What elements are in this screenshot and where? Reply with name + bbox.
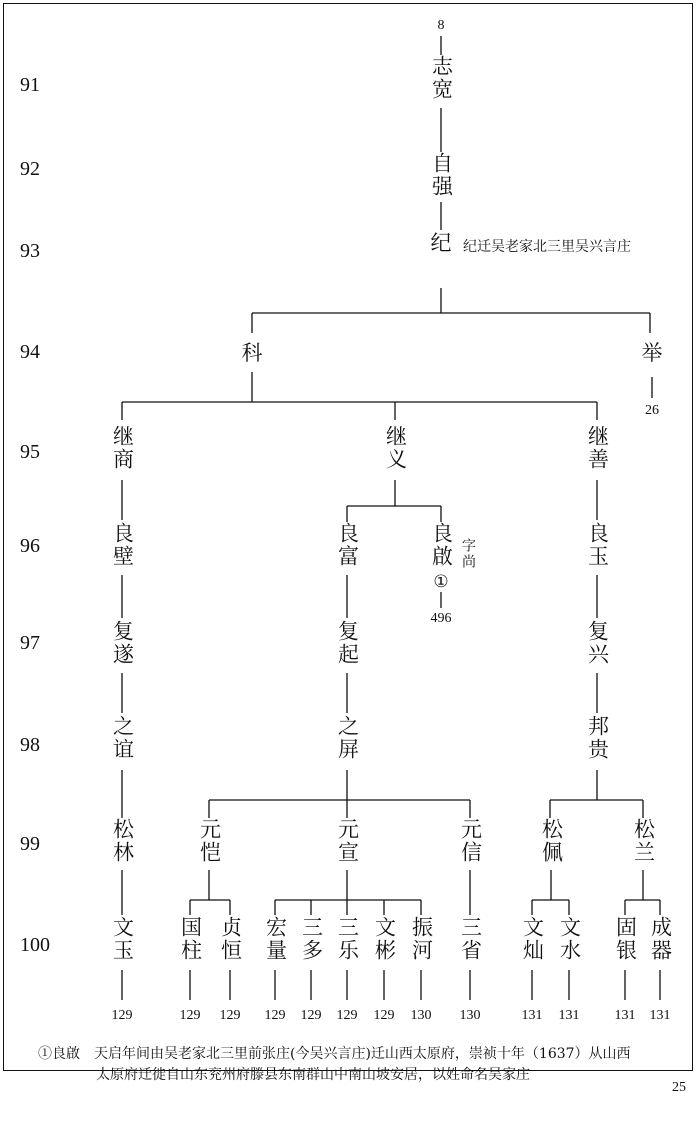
person-liangbi: 良壁 (110, 522, 135, 568)
person-sansheng: 三省 (458, 916, 483, 962)
top-ref: 8 (437, 18, 445, 33)
footnote-line-2: 太原府迁徙自山东兖州府滕县东南群山中南山坡安居，以姓命名吴家庄 (96, 1067, 530, 1083)
person-jiyi: 继义 (383, 425, 408, 471)
person-hongliang: 宏量 (263, 916, 288, 962)
person-yuanxuan: 元宣 (335, 818, 360, 864)
person-zhiyi: 之谊 (110, 715, 135, 761)
person-guyin: 固银 (613, 916, 638, 962)
ref-wenyu: 129 (111, 1008, 133, 1023)
page-number: 25 (672, 1080, 686, 1095)
ji-note: 纪迁吴老家北三里吴兴言庄 (463, 239, 631, 255)
ref-sanduo: 129 (300, 1008, 322, 1023)
person-ziqiang: 自强 (429, 152, 454, 198)
person-zhenheng: 贞恒 (218, 916, 243, 962)
person-liangqi: 良啟 (429, 522, 454, 568)
generation-94: 94 (20, 341, 40, 363)
liangqi-zi: 字尚 (460, 538, 476, 570)
person-songlan: 松兰 (631, 818, 656, 864)
footnote-marker: ① (433, 572, 449, 591)
footnote-line-1: ①良啟 天启年间由吴老家北三里前张庄(今吴兴言庄)迁山西太原府，崇祯十年（1637）从山西 (38, 1046, 631, 1062)
person-banggui: 邦贵 (585, 715, 610, 761)
ref-sanle: 129 (336, 1008, 358, 1023)
liangqi-ref: 496 (430, 611, 452, 626)
ref-zhenhe: 130 (410, 1008, 432, 1023)
ref-hongliang: 129 (264, 1008, 286, 1023)
person-sanle: 三乐 (335, 916, 360, 962)
person-songpei: 松佩 (539, 818, 564, 864)
person-songlin: 松林 (110, 818, 135, 864)
generation-95: 95 (20, 441, 40, 463)
person-guozhu: 国柱 (178, 916, 203, 962)
person-jishang: 继商 (110, 425, 135, 471)
ref-wenshui: 131 (558, 1008, 580, 1023)
person-zhenhe: 振河 (409, 916, 434, 962)
person-fuxing: 复兴 (585, 620, 610, 666)
generation-93: 93 (20, 240, 40, 262)
generation-100: 100 (20, 934, 50, 956)
person-chengqi: 成器 (648, 916, 673, 962)
person-yuankai: 元恺 (197, 818, 222, 864)
generation-92: 92 (20, 158, 40, 180)
person-sanduo: 三多 (299, 916, 324, 962)
generation-96: 96 (20, 535, 40, 557)
generation-99: 99 (20, 833, 40, 855)
person-wenyu: 文玉 (110, 916, 135, 962)
person-wencan: 文灿 (520, 916, 545, 962)
person-wenbin: 文彬 (372, 916, 397, 962)
ref-zhenheng: 129 (219, 1008, 241, 1023)
person-ji: 纪 (430, 231, 452, 255)
ref-chengqi: 131 (649, 1008, 671, 1023)
ref-wenbin: 129 (373, 1008, 395, 1023)
person-jishan: 继善 (585, 425, 610, 471)
ref-guozhu: 129 (179, 1008, 201, 1023)
person-zhikuan: 志宽 (429, 55, 454, 101)
person-ke: 科 (241, 341, 263, 365)
person-ju: 举 (641, 341, 663, 365)
ref-guyin: 131 (614, 1008, 636, 1023)
person-fuqi: 复起 (335, 620, 360, 666)
person-wenshui: 文水 (557, 916, 582, 962)
generation-97: 97 (20, 632, 40, 654)
ref-sansheng: 130 (459, 1008, 481, 1023)
ju-ref: 26 (645, 403, 659, 418)
person-liangyu: 良玉 (585, 522, 610, 568)
footnote (38, 1044, 668, 1086)
person-fusui: 复遂 (110, 620, 135, 666)
person-zhiping: 之屏 (335, 715, 360, 761)
person-liangfu: 良富 (335, 522, 360, 568)
generation-91: 91 (20, 74, 40, 96)
generation-98: 98 (20, 734, 40, 756)
ref-wencan: 131 (521, 1008, 543, 1023)
person-yuanxin: 元信 (458, 818, 483, 864)
